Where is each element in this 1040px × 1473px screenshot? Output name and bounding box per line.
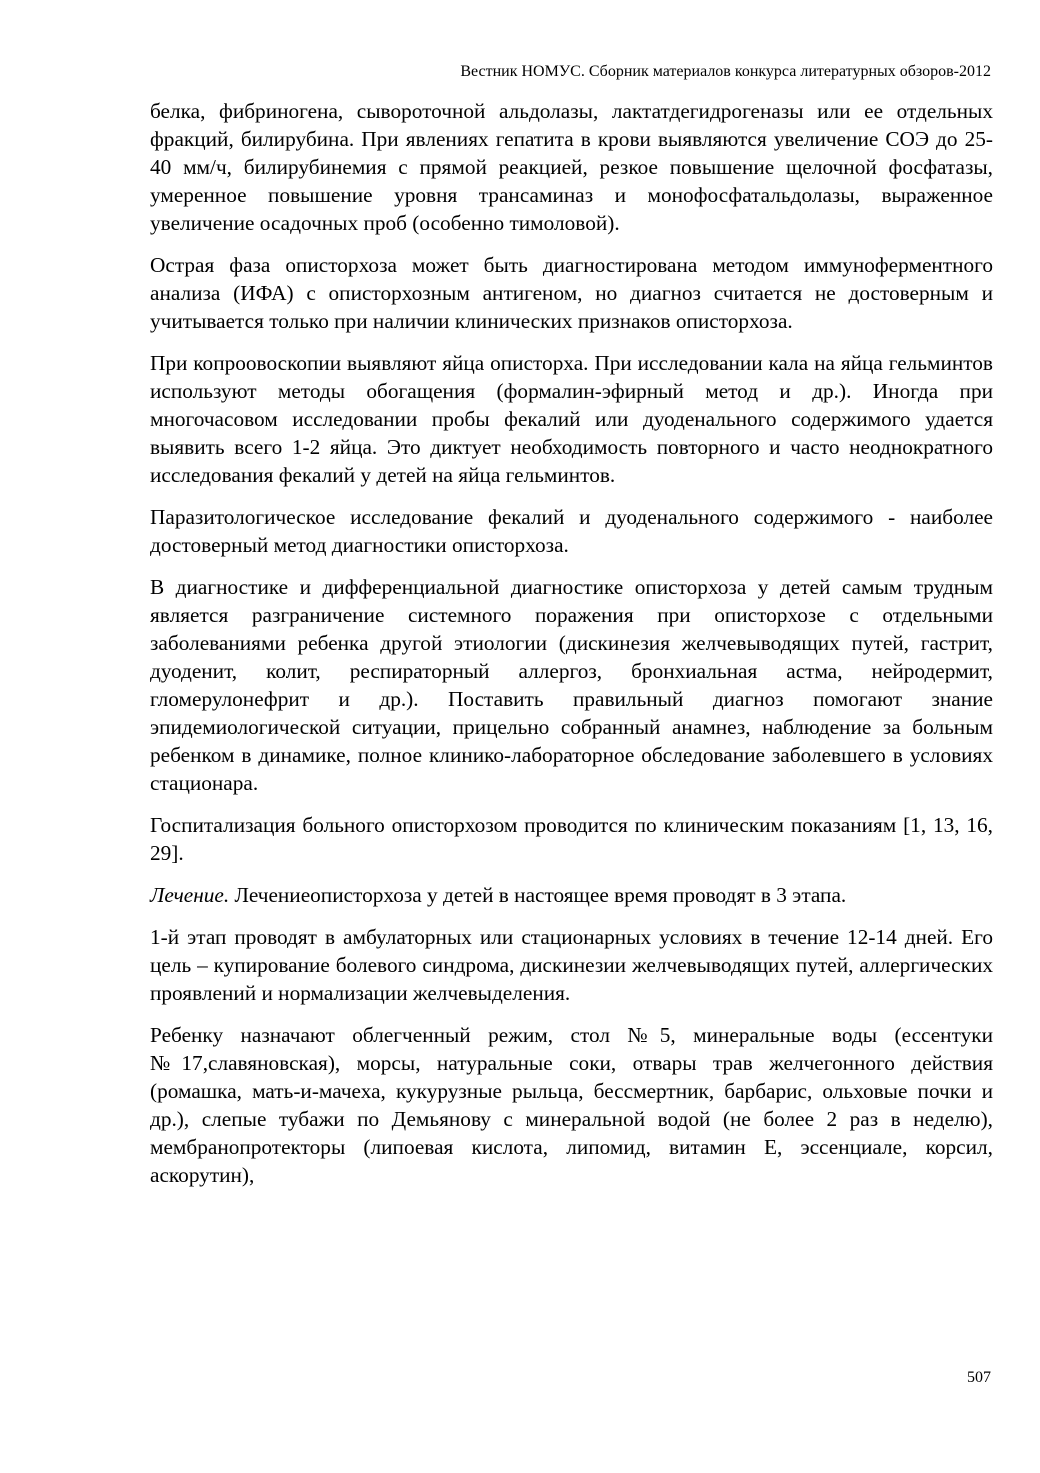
paragraph-hospitalization: Госпитализация больного описторхозом проводится по клиническим показаниям [1, 13, 16, 29]. bbox=[150, 813, 993, 865]
body-text bbox=[150, 97, 993, 1203]
page-number: 507 bbox=[967, 1369, 991, 1386]
paragraph-ifa-diagnosis: Острая фаза описторхоза может быть диагностирована методом иммуноферментного анализа (ИФА) с описторхозным антигеном, но диагноз считается не достоверным и учитывается только при наличии клинических признаков описторхоза. bbox=[150, 253, 993, 333]
paragraph-stage-one: 1-й этап проводят в амбулаторных или стационарных условиях в течение 12-14 дней. Его цель – купирование болевого синдрома, дискинезии желчевыводящих путей, аллергических проявлений и нормализации желчевыделения. bbox=[150, 925, 993, 1005]
paragraph-regimen: Ребенку назначают облегченный режим, стол №5, минеральные воды (ессентуки №17,славяновская), морсы, натуральные соки, отвары трав желчегонного действия (ромашка, мать-и-мачеха, кукурузные рыльца, бессмертник, барбарис, ольховые почки и др.), слепые тубажи по Демьянову с минеральной водой (не более 2 раз в неделю), мембранопротекторы (липоевая кислота, липомид, витамин Е, эссенциале, корсил, аскорутин), bbox=[150, 1023, 993, 1187]
treatment-heading: Лечение. bbox=[150, 883, 230, 907]
paragraph-treatment-intro bbox=[150, 881, 993, 909]
running-header: Вестник НОМУС. Сборник материалов конкурса литературных обзоров-2012 bbox=[460, 63, 991, 80]
paragraph-lab-findings: белка, фибриногена, сывороточной альдолазы, лактатдегидрогеназы или ее отдельных фракций, билирубина. При явлениях гепатита в крови выявляются увеличение СОЭ до 25-40 мм/ч, билирубинемия с прямой реакцией, резкое повышение щелочной фосфатазы, умеренное повышение уровня трансаминаз и монофосфатальдолазы, выраженное увеличение осадочных проб (особенно тимоловой). bbox=[150, 99, 993, 235]
paragraph-differential-diagnosis: В диагностике и дифференциальной диагностике описторхоза у детей самым трудным является разграничение системного поражения при описторхозе с отдельными заболеваниями ребенка другой этиологии (дискинезия желчевыводящих путей, гастрит, дуоденит, колит, респираторный аллергоз, бронхиальная астма, нейродермит, гломерулонефрит и др.). Поставить правильный диагноз помогают знание эпидемиологической ситуации, прицельно собранный анамнез, наблюдение за больным ребенком в динамике, полное клинико-лабораторное обследование заболевшего в условиях стационара. bbox=[150, 575, 993, 795]
treatment-text: Лечениеописторхоза у детей в настоящее время проводят в 3 этапа. bbox=[229, 883, 847, 907]
paragraph-coprovoscopy: При копроовоскопии выявляют яйца описторха. При исследовании кала на яйца гельминтов используют методы обогащения (формалин-эфирный метод и др.). Иногда при многочасовом исследовании пробы фекалий или дуоденального содержимого удается выявить всего 1-2 яйца. Это диктует необходимость повторного и часто неоднократного исследования фекалий у детей на яйца гельминтов. bbox=[150, 351, 993, 487]
paragraph-parasitological-study: Паразитологическое исследование фекалий и дуоденального содержимого - наиболее достоверный метод диагностики описторхоза. bbox=[150, 505, 993, 557]
